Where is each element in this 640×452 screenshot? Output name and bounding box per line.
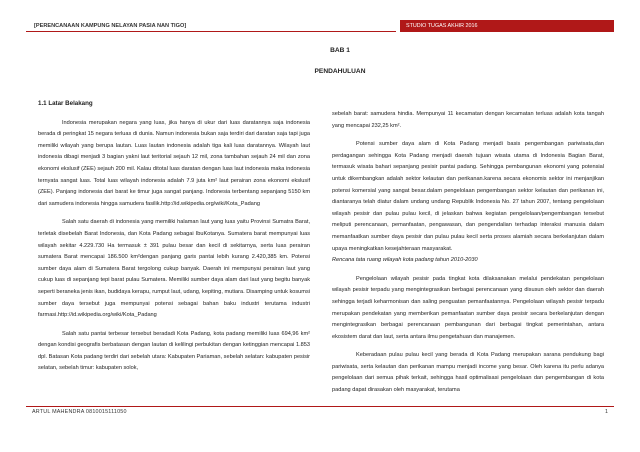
right-paragraph-2: Potensi sumber daya alam di Kota Padang menjadi basis pengembangan pariwisata,dan perdagangan sehingga Kota Padang menjadi daerah tujuan wisata utama di Indonesia Bagian Barat, termasuk wisata bahari sepanjang pesisir pantai padang. Sehingga pembangunan ekonomi yang potensial untuk dikembangkan adalah sektor kelautan dan perikanan.karena secara ekonomis sektor ini menjanjikan potensi komersial yang sangat besar.dalam pengelolaan pengembangan sektor kelautan dan perikanan ini, diantaranya telah diatur dalam undang undang Republik Indonesia No. 27 tahun 2007, tentang pengelolaan wilayah pesisir dan pulau pulau kecil, di jelaskan bahwa kegiatan pengelolaan/pengembangan tersebut meliputi perencanaan, pemanfaatan, pengawasan, dan pengendalian terhadap interaksi manusia dalam memanfaatkan sumber daya pesisir dan pulau pulau kecil serta proses alamiah secara berkelanjutan dalam upaya meningkatkan kesejahteraan masyarakat. (332, 141, 604, 252)
right-paragraph-4: Keberadaan pulau pulau kecil yang berada di Kota Padang merupakan sarana pendukung bagi pariwisata, serta kelautan dan perikanan mampu menjadi income yang besar. Oleh karena itu perlu adanya pengelolaan dari semua pihak terkait, sehingga hasil optimalisasi pengelolaan dan pengembangan di kota padang dapat dirasakan oleh masyarakat, terutama (332, 352, 604, 394)
header-project-title: [PERENCANAAN KAMPUNG NELAYAN PASIA NAN TIGO] (26, 20, 396, 32)
left-paragraph-3: Salah satu pantai terbesar tersebut beradadi Kota Padang, kota padang memiliki luas 694,96 km² dengan kondisi geografis berbatasan dengan lautan di kelilingi perbukitan dengan ketinggian mencapai 1.853 dpl. Batasan Kota padang terdiri dari sebelah utara: Kabupaten Pariaman, sebelah selatan: kabupaten pesisir selatan, sebelah timur: kabupaten solok, (38, 330, 310, 372)
section-heading: 1.1 Latar Belakang (38, 100, 93, 107)
plan-caption: Rencana tata ruang wilayah kota padang tahun 2010-2030 (332, 257, 478, 264)
chapter-number: BAB 1 (330, 47, 350, 54)
page-header (26, 20, 614, 32)
right-paragraph-3: Pengelolaan wilayah pesisir pada tingkat kota dilaksanakan melalui pendekatan pengelolaan wilayah pesisir terpadu yang mengintegrasikan berbagai perencanaan yang disusun oleh sektor dan daerah sehingga terjadi keharmonisan dan saling penguatan pemanfaatannya. Pengelolaan wilayah pesisir terpadu merupakan pendekatan yang memberikan pemanfaatan sumber daya pesisir secara berkelanjutan dengan mengintegrasikan berbagai perencanaan pembangunan dari berbagai tingkat pemerintahan, antara ekosistem darat dan laut, serta antara ilmu pengetahuan dan manajemen. (332, 275, 604, 340)
header-studio-label: STUDIO TUGAS AKHIR 2016 (400, 20, 614, 32)
page-footer (26, 406, 614, 417)
right-paragraph-1: sebelah barat: samudera hindia. Mempunyai 11 kecamatan dengan kecamatan terluas adalah kota tangah yang mencapai 232,25 km². (332, 111, 604, 129)
left-paragraph-1: Indonesia merupakan negara yang luas, jika hanya di ukur dari luas daratannya saja indonesia berada di peringkat 15 negara terluas di dunia. Namun indonesia bukan saja terdiri dari daratan saja tapi juga memiliki wilayah yang berupa lautan. Luas lautan indonesia adalah tiga kali luas daratannya. Wilayah laut indonesia dibagi menjadi 3 bagian yakni laut teritorial sejauh 12 mil, zona tambahan sejauh 24 mil dan zona ekonomi ekslusif (ZEE) sejauh 200 mil. Kalau ditotal luas daratan dengan luas laut indonesia maka indonesia ternyata sangat luas. Total luas wilayah indonesia adalah 7.9 juta km² laut perairan zona ekonomi ekslusif (ZEE). Panjang indonesia dari barat ke timur juga sangat panjang. Indonesia terbentang sepanjang 5150 km dari samudera indonesia hingga samudera fasilik.http://id.wikipedia.org/wiki/Kota_Padang (38, 119, 310, 207)
left-column (38, 98, 310, 382)
left-paragraph-2: Salah satu daerah di indonesia yang memiliki halaman laut yang luas yaitu Provinsi Sumatra Barat, terletak disebelah Barat Indonesia, dan Kota Padang sebagai IbuKotanya. Sumatera barat mempunyai luas wilayah sekitar 4.229.730 Ha termasuk ± 391 pulau besar dan kecil di sekitarnya, serta luas perairan sumatera Barat mencapai 186.500 km²dengan panjang garis pantai lebih kurang 2.420,385 km. Potensi sumber daya alam di Sumatera Barat tergolong cukup banyak. Daerah ini mempunyai perairan laut yang cukup luas di sepanjang tepi barat pulau Sumatera. Memiliki sumber daya alam dari laut yang begitu banyak seperti beraneka jenis ikan, budidaya kerapu, rumput laut, udang, kepiting, mutiara. Disamping untuk kosumsi sumber daya tersebut juga mempunyai potensi sebagai bahan baku industri terutama industri farmasi.http://id.wikipedia.org/wiki/Kota_Padang (38, 219, 310, 319)
page-number: 1 (605, 409, 608, 415)
footer-author: ARTUL MAHENDRA 0810015111050 (32, 409, 127, 415)
right-column (332, 109, 604, 404)
chapter-title: PENDAHULUAN (314, 68, 366, 75)
